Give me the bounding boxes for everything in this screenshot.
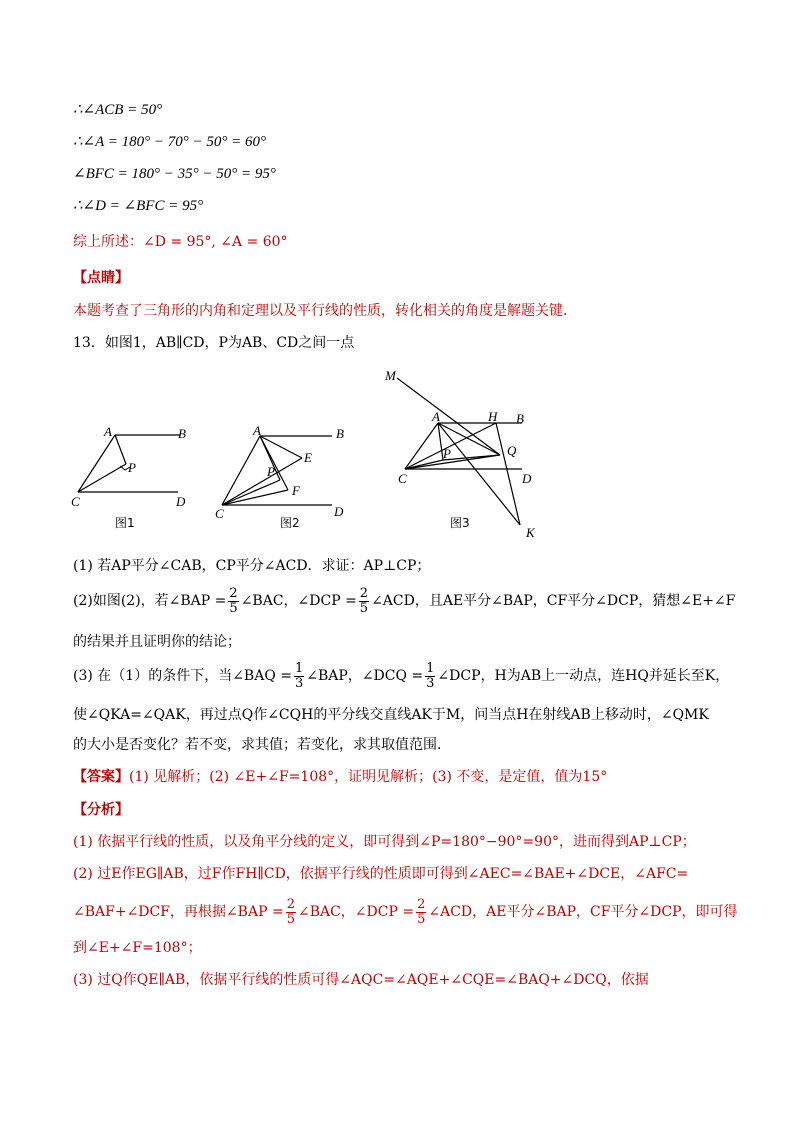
fig3-caption: 图3	[450, 516, 470, 530]
frac-den: 5	[417, 911, 426, 927]
analysis-p1: (1) 依据平行线的性质，以及角平分线的定义，即可得到∠P=180°−90°=90°，进而得到AP⊥CP；	[73, 834, 696, 850]
frac-den: 5	[359, 600, 369, 616]
sub3-text-a: (3) 在（1）的条件下，当∠BAQ =	[73, 668, 292, 684]
analysis-p2-line2	[73, 896, 738, 928]
fig2-label-b: B	[336, 426, 344, 441]
fig3-label-d: D	[522, 471, 532, 486]
answer-text: (1) 见解析；(2) ∠E+∠F=108°，证明见解析；(3) 不变，是定值，值为15°	[129, 769, 608, 785]
fig3-label-p: P	[443, 446, 451, 461]
figure-2	[222, 436, 332, 505]
analysis-p2-line1: (2) 过E作EG∥AB，过F作FH∥CD，依据平行线的性质即可得到∠AEC=∠BAE+∠DCE，∠AFC=	[73, 866, 689, 882]
question-13: 13．如图1，AB∥CD，P为AB、CD之间一点	[73, 335, 355, 351]
frac-num: 2	[286, 896, 295, 912]
sub-question-2-line2: 的结果并且证明你的结论；	[73, 634, 241, 650]
summary-line: 综上所述：∠D = 95°, ∠A = 60°	[73, 234, 288, 250]
fig2-label-c: C	[215, 506, 224, 521]
analysis-p2-text-c: ∠ACD，AE平分∠BAP，CF平分∠DCP，即可得	[428, 904, 738, 920]
fig1-caption: 图1	[115, 516, 135, 530]
frac-num: 1	[426, 660, 435, 676]
fig3-label-k: K	[526, 525, 535, 540]
frac-num: 2	[359, 585, 369, 601]
analysis-p2-text-a: ∠BAF+∠DCF，再根据∠BAP =	[73, 904, 284, 920]
fig3-label-c: C	[398, 471, 407, 486]
fig2-label-d: D	[334, 504, 344, 519]
sub-question-3-line2: 使∠QKA=∠QAK，再过点Q作∠CQH的平分线交直线AK于M，问当点H在射线AB上移动时，∠QMK	[73, 707, 709, 723]
answer-tag: 【答案】	[73, 769, 129, 785]
line-angle-a: ∴∠A = 180° − 70° − 50° = 60°	[73, 134, 266, 150]
answer-line	[73, 767, 607, 787]
fig1-label-p: P	[128, 460, 136, 475]
fig3-label-q: Q	[507, 443, 517, 458]
sub2-text-a: (2)如图(2)，若∠BAP =	[73, 593, 227, 609]
frac-num: 2	[229, 585, 238, 601]
dianjing-tag: 【点睛】	[73, 270, 129, 286]
sub3-fraction-1	[294, 662, 304, 691]
analysis-tag: 【分析】	[73, 802, 129, 818]
fig3-label-a: A	[432, 409, 440, 424]
sub3-text-b: ∠BAP，∠DCQ =	[306, 668, 424, 684]
fig2-label-p: P	[267, 464, 275, 479]
frac-den: 5	[286, 911, 295, 927]
sub2-fraction-2	[359, 587, 369, 616]
sub-question-3-line1	[73, 660, 729, 692]
fig3-label-b: B	[516, 411, 524, 426]
sub-question-3-line3: 的大小是否变化？若不变，求其值；若变化，求其取值范围．	[73, 737, 451, 753]
geometry-figures	[60, 360, 560, 545]
sub3-fraction-2	[425, 662, 435, 691]
frac-den: 3	[426, 675, 435, 691]
fig2-caption: 图2	[280, 516, 300, 530]
fig1-label-a: A	[104, 424, 112, 439]
line-angle-bfc: ∠BFC = 180° − 35° − 50° = 95°	[73, 166, 276, 182]
fig2-label-e: E	[304, 450, 312, 465]
sub-question-2-line1	[73, 585, 735, 617]
analysis-fraction-1	[286, 898, 296, 927]
fig1-label-c: C	[71, 494, 80, 509]
figure-3	[397, 378, 522, 525]
fig2-label-a: A	[253, 423, 261, 438]
line-acb: ∴∠ACB = 50°	[73, 102, 163, 118]
sub2-text-c: ∠ACD，且AE平分∠BAP，CF平分∠DCP，猜想∠E+∠F	[371, 593, 736, 609]
fig1-label-d: D	[176, 494, 186, 509]
sub3-text-c: ∠DCP，H为AB上一动点，连HQ并延长至K，	[437, 668, 730, 684]
analysis-fraction-2	[416, 898, 426, 927]
frac-num: 1	[294, 660, 304, 676]
sub-question-1: (1) 若AP平分∠CAB，CP平分∠ACD．求证：AP⊥CP；	[73, 558, 431, 574]
dianjing-text: 本题考查了三角形的内角和定理以及平行线的性质，转化相关的角度是解题关键．	[73, 303, 577, 319]
fig2-label-f: F	[292, 483, 300, 498]
sub2-text-b: ∠BAC，∠DCP =	[240, 593, 357, 609]
sub2-fraction-1	[228, 587, 238, 616]
fig3-label-m: M	[385, 368, 396, 383]
analysis-p3: (3) 过Q作QE∥AB，依据平行线的性质可得∠AQC=∠AQE+∠CQE=∠BAQ+∠DCQ，依据	[73, 972, 649, 988]
fig3-label-h: H	[488, 409, 498, 424]
analysis-p2-line3: 到∠E+∠F=108°；	[73, 940, 202, 956]
frac-den: 3	[294, 675, 304, 691]
fig1-label-b: B	[178, 426, 186, 441]
frac-num: 2	[417, 896, 426, 912]
frac-den: 5	[229, 600, 238, 616]
analysis-p2-text-b: ∠BAC，∠DCP =	[297, 904, 415, 920]
line-angle-d: ∴∠D = ∠BFC = 95°	[73, 198, 204, 214]
